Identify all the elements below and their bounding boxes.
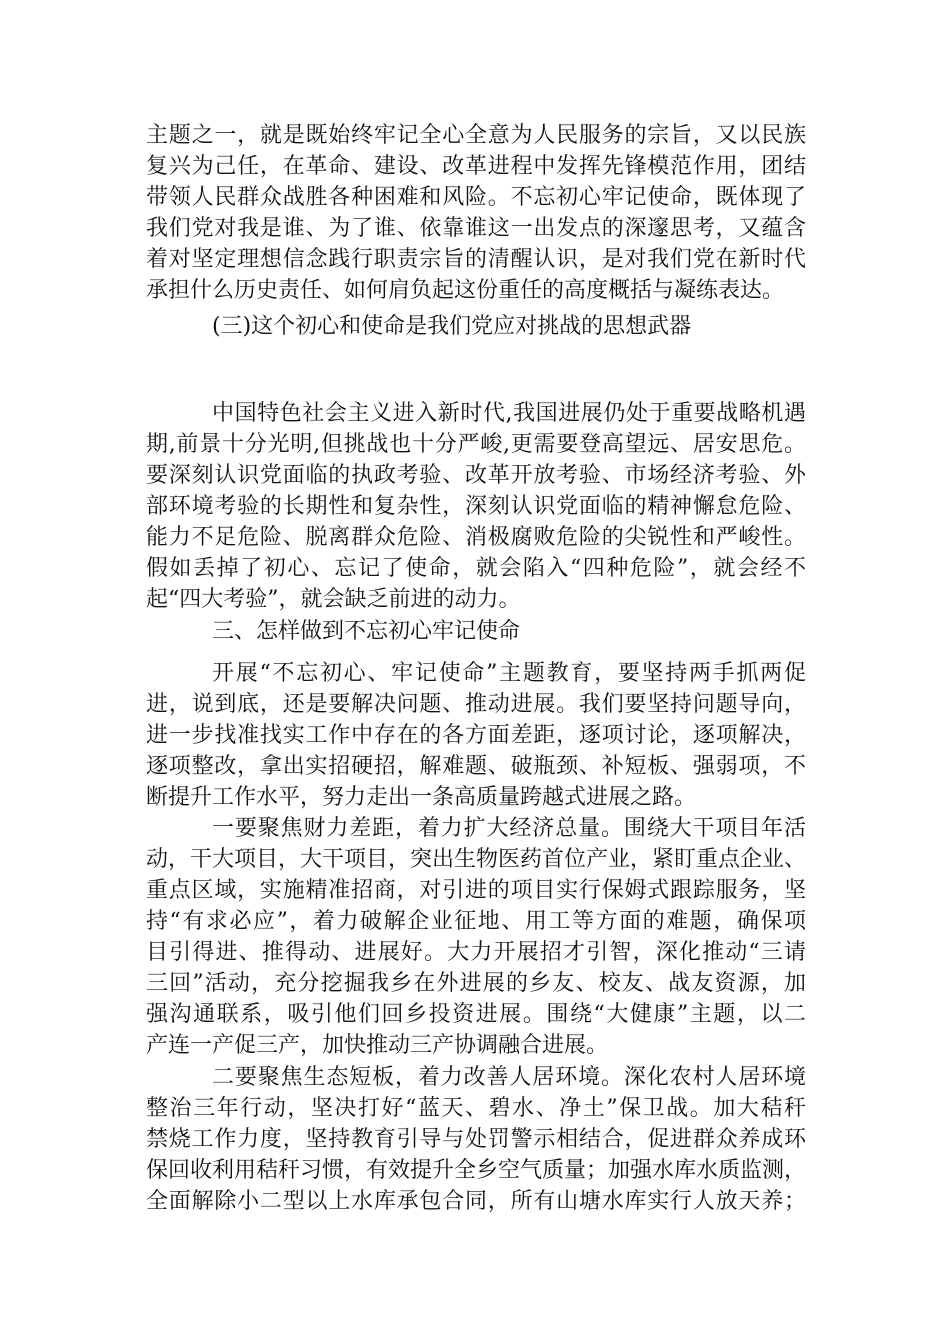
text-line: 整治三年行动，坚决打好“蓝天、碧水、净土”保卫战。加大秸秆 xyxy=(146,1096,806,1121)
text-line: 三回”活动，充分挖掘我乡在外进展的乡友、校友、战友资源，加 xyxy=(146,971,806,996)
text-line: 要深刻认识党面临的执政考验、改革开放考验、市场经济考验、外 xyxy=(146,463,806,488)
paragraph-5 xyxy=(146,1062,806,1217)
paragraph-1 xyxy=(146,120,806,306)
text-line: 断提升工作水平，努力走出一条高质量跨越式进展之路。 xyxy=(146,785,697,810)
paragraph-3 xyxy=(146,658,806,813)
text-line: 产连一产促三产，加快推动三产协调融合进展。 xyxy=(146,1033,609,1058)
text-line: 目引得进、推得动、进展好。大力开展招才引智，深化推动“三请 xyxy=(146,940,806,965)
text-line: 着对坚定理想信念践行职责宗旨的清醒认识，是对我们党在新时代 xyxy=(146,247,806,272)
text-line: 假如丢掉了初心、忘记了使命，就会陷入“四种危险”，就会经不 xyxy=(146,556,806,581)
text-line: 带领人民群众战胜各种困难和风险。不忘初心牢记使命，既体现了 xyxy=(146,185,806,210)
chapter-heading-three: 三、怎样做到不忘初心牢记使命 xyxy=(212,619,521,644)
text-line: 复兴为己任，在革命、建设、改革进程中发挥先锋模范作用，团结 xyxy=(146,154,806,179)
text-line: 禁烧工作力度，坚持教育引导与处罚警示相结合，促进群众养成环 xyxy=(146,1127,806,1152)
text-line: 部环境考验的长期性和复杂性，深刻认识党面临的精神懈怠危险、 xyxy=(146,494,806,519)
text-line: 我们党对我是谁、为了谁、依靠谁这一出发点的深邃思考，又蕴含 xyxy=(146,216,806,241)
text-line: 进一步找准找实工作中存在的各方面差距，逐项讨论，逐项解决， xyxy=(146,723,806,748)
paragraph-2 xyxy=(146,398,806,615)
text-line: 一要聚焦财力差距，着力扩大经济总量。围绕大干项目年活 xyxy=(212,816,806,841)
text-line: 进，说到底，还是要解决问题、推动进展。我们要坚持问题导向， xyxy=(146,692,806,717)
text-line: 保回收利用秸秆习惯，有效提升全乡空气质量；加强水库水质监测， xyxy=(146,1158,807,1183)
paragraph-4 xyxy=(146,813,806,1061)
text-line: 开展“不忘初心、牢记使命”主题教育，要坚持两手抓两促 xyxy=(212,661,806,686)
text-line: 承担什么历史责任、如何肩负起这份重任的高度概括与凝练表达。 xyxy=(146,278,785,303)
text-line: 强沟通联系，吸引他们回乡投资进展。围绕“大健康”主题，以二 xyxy=(146,1002,806,1027)
text-line: 全面解除小二型以上水库承包合同，所有山塘水库实行人放天养； xyxy=(146,1189,806,1214)
text-line: 重点区域，实施精准招商，对引进的项目实行保姆式跟踪服务，坚 xyxy=(146,878,806,903)
section-heading-3: (三)这个初心和使命是我们党应对挑战的思想武器 xyxy=(212,314,692,339)
text-line: 期,前景十分光明,但挑战也十分严峻,更需要登高望远、居安思危。 xyxy=(146,432,806,457)
text-line: 二要聚焦生态短板，着力改善人居环境。深化农村人居环境 xyxy=(212,1065,806,1090)
text-line: 逐项整改，拿出实招硬招，解难题、破瓶颈、补短板、强弱项，不 xyxy=(146,754,806,779)
text-line: 持“有求必应”，着力破解企业征地、用工等方面的难题，确保项 xyxy=(146,909,806,934)
text-line: 能力不足危险、脱离群众危险、消极腐败危险的尖锐性和严峻性。 xyxy=(146,525,806,550)
text-line: 起“四大考验”，就会缺乏前进的动力。 xyxy=(146,587,521,612)
text-line: 中国特色社会主义进入新时代,我国进展仍处于重要战略机遇 xyxy=(212,401,806,426)
text-line: 动，干大项目，大干项目，突出生物医药首位产业，紧盯重点企业、 xyxy=(146,847,807,872)
text-line: 主题之一，就是既始终牢记全心全意为人民服务的宗旨，又以民族 xyxy=(146,123,806,148)
